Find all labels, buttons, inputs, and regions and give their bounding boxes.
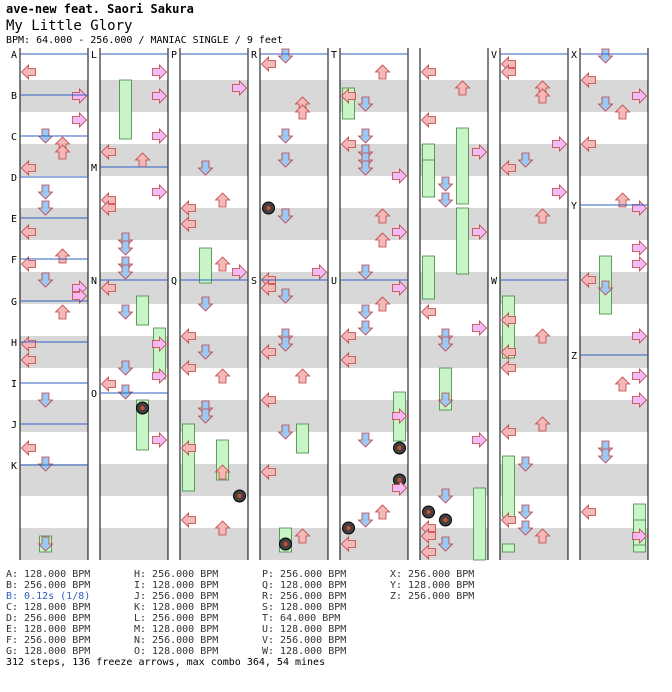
song-title: My Little Glory (6, 18, 133, 34)
bpm-marker-label: H (11, 338, 18, 349)
measure-band (180, 528, 248, 560)
mine-core (266, 206, 270, 210)
bpm-legend-item: V: 256.000 BPM (262, 635, 347, 646)
bpm-marker-label: T (331, 50, 338, 61)
bpm-marker-label: C (11, 132, 18, 143)
bpm-marker-label: I (11, 379, 18, 390)
measure-band (180, 336, 248, 368)
bpm-legend-item: T: 64.000 BPM (262, 613, 341, 624)
measure-band (500, 400, 568, 432)
chart-info: BPM: 64.000 - 256.000 / MANIAC SINGLE / 9 feet (6, 35, 283, 46)
measure-band (180, 272, 248, 304)
bpm-marker-label: K (11, 461, 18, 472)
measure-band (260, 400, 328, 432)
bpm-marker-label: N (91, 276, 98, 287)
bpm-legend-item: H: 256.000 BPM (134, 569, 219, 580)
bpm-legend-item: Y: 128.000 BPM (390, 580, 475, 591)
chart-column (260, 48, 328, 560)
chart-column (580, 48, 648, 560)
bpm-marker-label: F (11, 255, 18, 266)
bpm-legend (6, 569, 666, 659)
bpm-marker-label: J (11, 420, 18, 431)
bpm-legend-item: L: 256.000 BPM (134, 613, 219, 624)
freeze-arrow (120, 80, 132, 139)
measure-band (260, 144, 328, 176)
freeze-arrow (183, 424, 195, 491)
measure-band (20, 400, 88, 432)
bpm-marker-label: A (11, 50, 18, 61)
bpm-legend-item: Q: 128.000 BPM (262, 580, 347, 591)
bpm-marker-label: B (11, 91, 18, 102)
freeze-arrow (200, 248, 212, 283)
bpm-marker-label: M (91, 163, 98, 174)
bpm-legend-item: G: 128.000 BPM (6, 646, 91, 657)
bpm-legend-item: E: 128.000 BPM (6, 624, 91, 635)
bpm-marker-label: E (11, 214, 18, 225)
measure-band (420, 336, 488, 368)
mine-core (237, 494, 241, 498)
mine-core (426, 510, 430, 514)
measure-band (580, 208, 648, 240)
measure-band (420, 80, 488, 112)
bpm-legend-item: I: 128.000 BPM (134, 580, 219, 591)
measure-band (580, 336, 648, 368)
bpm-marker-label: P (171, 50, 178, 61)
chart-column (420, 48, 488, 560)
bpm-legend-item: N: 256.000 BPM (134, 635, 219, 646)
bpm-legend-item: U: 128.000 BPM (262, 624, 347, 635)
measure-band (260, 80, 328, 112)
bpm-marker-label: W (491, 276, 498, 287)
measure-band (20, 464, 88, 496)
bpm-legend-item: X: 256.000 BPM (390, 569, 475, 580)
bpm-legend-item: C: 128.000 BPM (6, 602, 91, 613)
mine-core (346, 526, 350, 530)
measure-band (260, 528, 328, 560)
bpm-marker-label: O (91, 389, 98, 400)
measure-band (100, 528, 168, 560)
bpm-marker-label: X (571, 50, 578, 61)
measure-band (580, 144, 648, 176)
stop-legend-item: B: 0.12s (1/8) (6, 591, 91, 602)
bpm-legend-item: P: 256.000 BPM (262, 569, 347, 580)
freeze-arrow (503, 544, 515, 552)
bpm-legend-item: R: 256.000 BPM (262, 591, 347, 602)
measure-band (100, 400, 168, 432)
bpm-legend-item: F: 256.000 BPM (6, 635, 91, 646)
measure-band (180, 144, 248, 176)
mine-core (140, 406, 144, 410)
measure-band (100, 208, 168, 240)
mine-core (443, 518, 447, 522)
bpm-legend-item: J: 256.000 BPM (134, 591, 219, 602)
bpm-marker-label: V (491, 50, 498, 61)
freeze-arrow (457, 208, 469, 274)
bpm-legend-item: A: 128.000 BPM (6, 569, 91, 580)
measure-band (340, 144, 408, 176)
measure-band (500, 208, 568, 240)
artist-name: ave-new feat. Saori Sakura (6, 2, 194, 16)
chart-column (20, 48, 88, 560)
bpm-legend-item: Z: 256.000 BPM (390, 591, 475, 602)
bpm-legend-item: S: 128.000 BPM (262, 602, 347, 613)
bpm-legend-item: W: 128.000 BPM (262, 646, 347, 657)
bpm-marker-label: D (11, 173, 18, 184)
bpm-marker-label: L (91, 50, 98, 61)
bpm-marker-label: Z (571, 351, 578, 362)
measure-band (20, 528, 88, 560)
bpm-legend-item: M: 128.000 BPM (134, 624, 219, 635)
bpm-marker-label: Q (171, 276, 178, 287)
freeze-arrow (137, 296, 149, 325)
chart-stats: 312 steps, 136 freeze arrows, max combo 364, 54 mines (6, 657, 326, 668)
freeze-arrow (457, 128, 469, 204)
bpm-marker-label: G (11, 297, 18, 308)
bpm-marker-label: S (251, 276, 258, 287)
bpm-marker-label: Y (571, 201, 578, 212)
bpm-legend-item: O: 128.000 BPM (134, 646, 219, 657)
bpm-legend-item: K: 128.000 BPM (134, 602, 219, 613)
chart-column (100, 48, 168, 560)
freeze-arrow (423, 256, 435, 299)
freeze-arrow (503, 456, 515, 517)
measure-band (420, 400, 488, 432)
measure-band (580, 464, 648, 496)
freeze-arrow (297, 424, 309, 453)
mine-core (397, 446, 401, 450)
measure-band (580, 400, 648, 432)
freeze-arrow (423, 160, 435, 197)
measure-band (500, 80, 568, 112)
bpm-legend-item: B: 256.000 BPM (6, 580, 91, 591)
freeze-arrow (474, 488, 486, 560)
mine-core (283, 542, 287, 546)
measure-band (100, 464, 168, 496)
bpm-marker-label: U (331, 276, 338, 287)
bpm-marker-label: R (251, 50, 258, 61)
bpm-legend-item: D: 256.000 BPM (6, 613, 91, 624)
